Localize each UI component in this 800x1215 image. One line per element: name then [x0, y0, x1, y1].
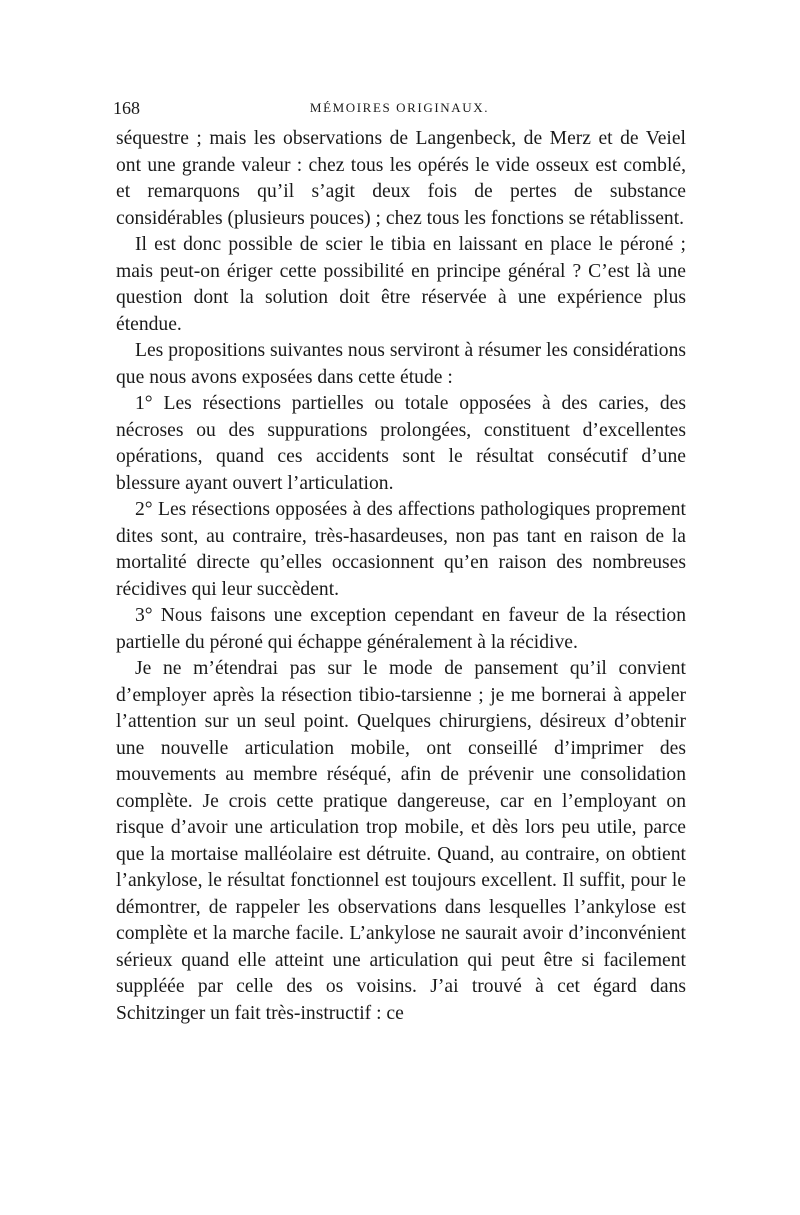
running-title: MÉMOIRES ORIGINAUX. [309, 100, 490, 115]
conclusion-item-2: 2° Les résections opposées à des affections pathologiques proprement dites sont, au contraire, très-hasardeuses, non pas tant en raison de la mortalité directe qu’elles occasionnent qu’en raison des nombreuses récidives qui leur succèdent. [116, 499, 686, 600]
conclusion-item-3: 3° Nous faisons une exception cependant en faveur de la résection partielle du péroné qui échappe généralement à la récidive. [116, 605, 686, 653]
paragraph: Il est donc possible de scier le tibia en laissant en place le péroné ; mais peut-on ériger cette possibilité en principe général ? C’est là une question dont la solution doit être réservée à une expérience plus étendue. [116, 234, 686, 335]
paragraph: Les propositions suivantes nous serviront à résumer les considérations que nous avons exposées dans cette étude : [116, 340, 686, 388]
conclusion-item-1: 1° Les résections partielles ou totale opposées à des caries, des nécroses ou des suppurations prolongées, constituent d’excellentes opérations, quand ces accidents sont le résultat consécutif d’une blessure ayant ouvert l’articulation. [116, 393, 686, 494]
page-number: 168 [113, 98, 140, 118]
running-head [113, 96, 686, 120]
paragraph-continuation: séquestre ; mais les observations de Langenbeck, de Merz et de Veiel ont une grande valeur : chez tous les opérés le vide osseux est comblé, et remarquons qu’il s’agit deux fois de pertes de substance considérables (plusieurs pouces) ; chez tous les fonctions se rétablissent. [116, 128, 686, 229]
body-text [116, 126, 686, 1027]
paragraph: Je ne m’étendrai pas sur le mode de pansement qu’il convient d’employer après la résection tibio-tarsienne ; je me bornerai à appeler l’attention sur un seul point. Quelques chirurgiens, désireux d’obtenir une nouvelle articulation mobile, ont conseillé d’imprimer des mouvements au membre réséqué, afin de prévenir une consolidation complète. Je crois cette pratique dangereuse, car en l’employant on risque d’avoir une articulation trop mobile, et dès lors peu utile, parce que la mortaise malléolaire est détruite. Quand, au contraire, on obtient l’ankylose, le résultat fonctionnel est toujours excellent. Il suffit, pour le démontrer, de rappeler les observations dans lesquelles l’ankylose est complète et la marche facile. L’ankylose ne saurait avoir d’inconvénient sérieux quand elle atteint une articulation qui peut être si facilement suppléée par celle des os voisins. J’ai trouvé à cet égard dans Schitzinger un fait très-instructif : ce [116, 658, 686, 1024]
